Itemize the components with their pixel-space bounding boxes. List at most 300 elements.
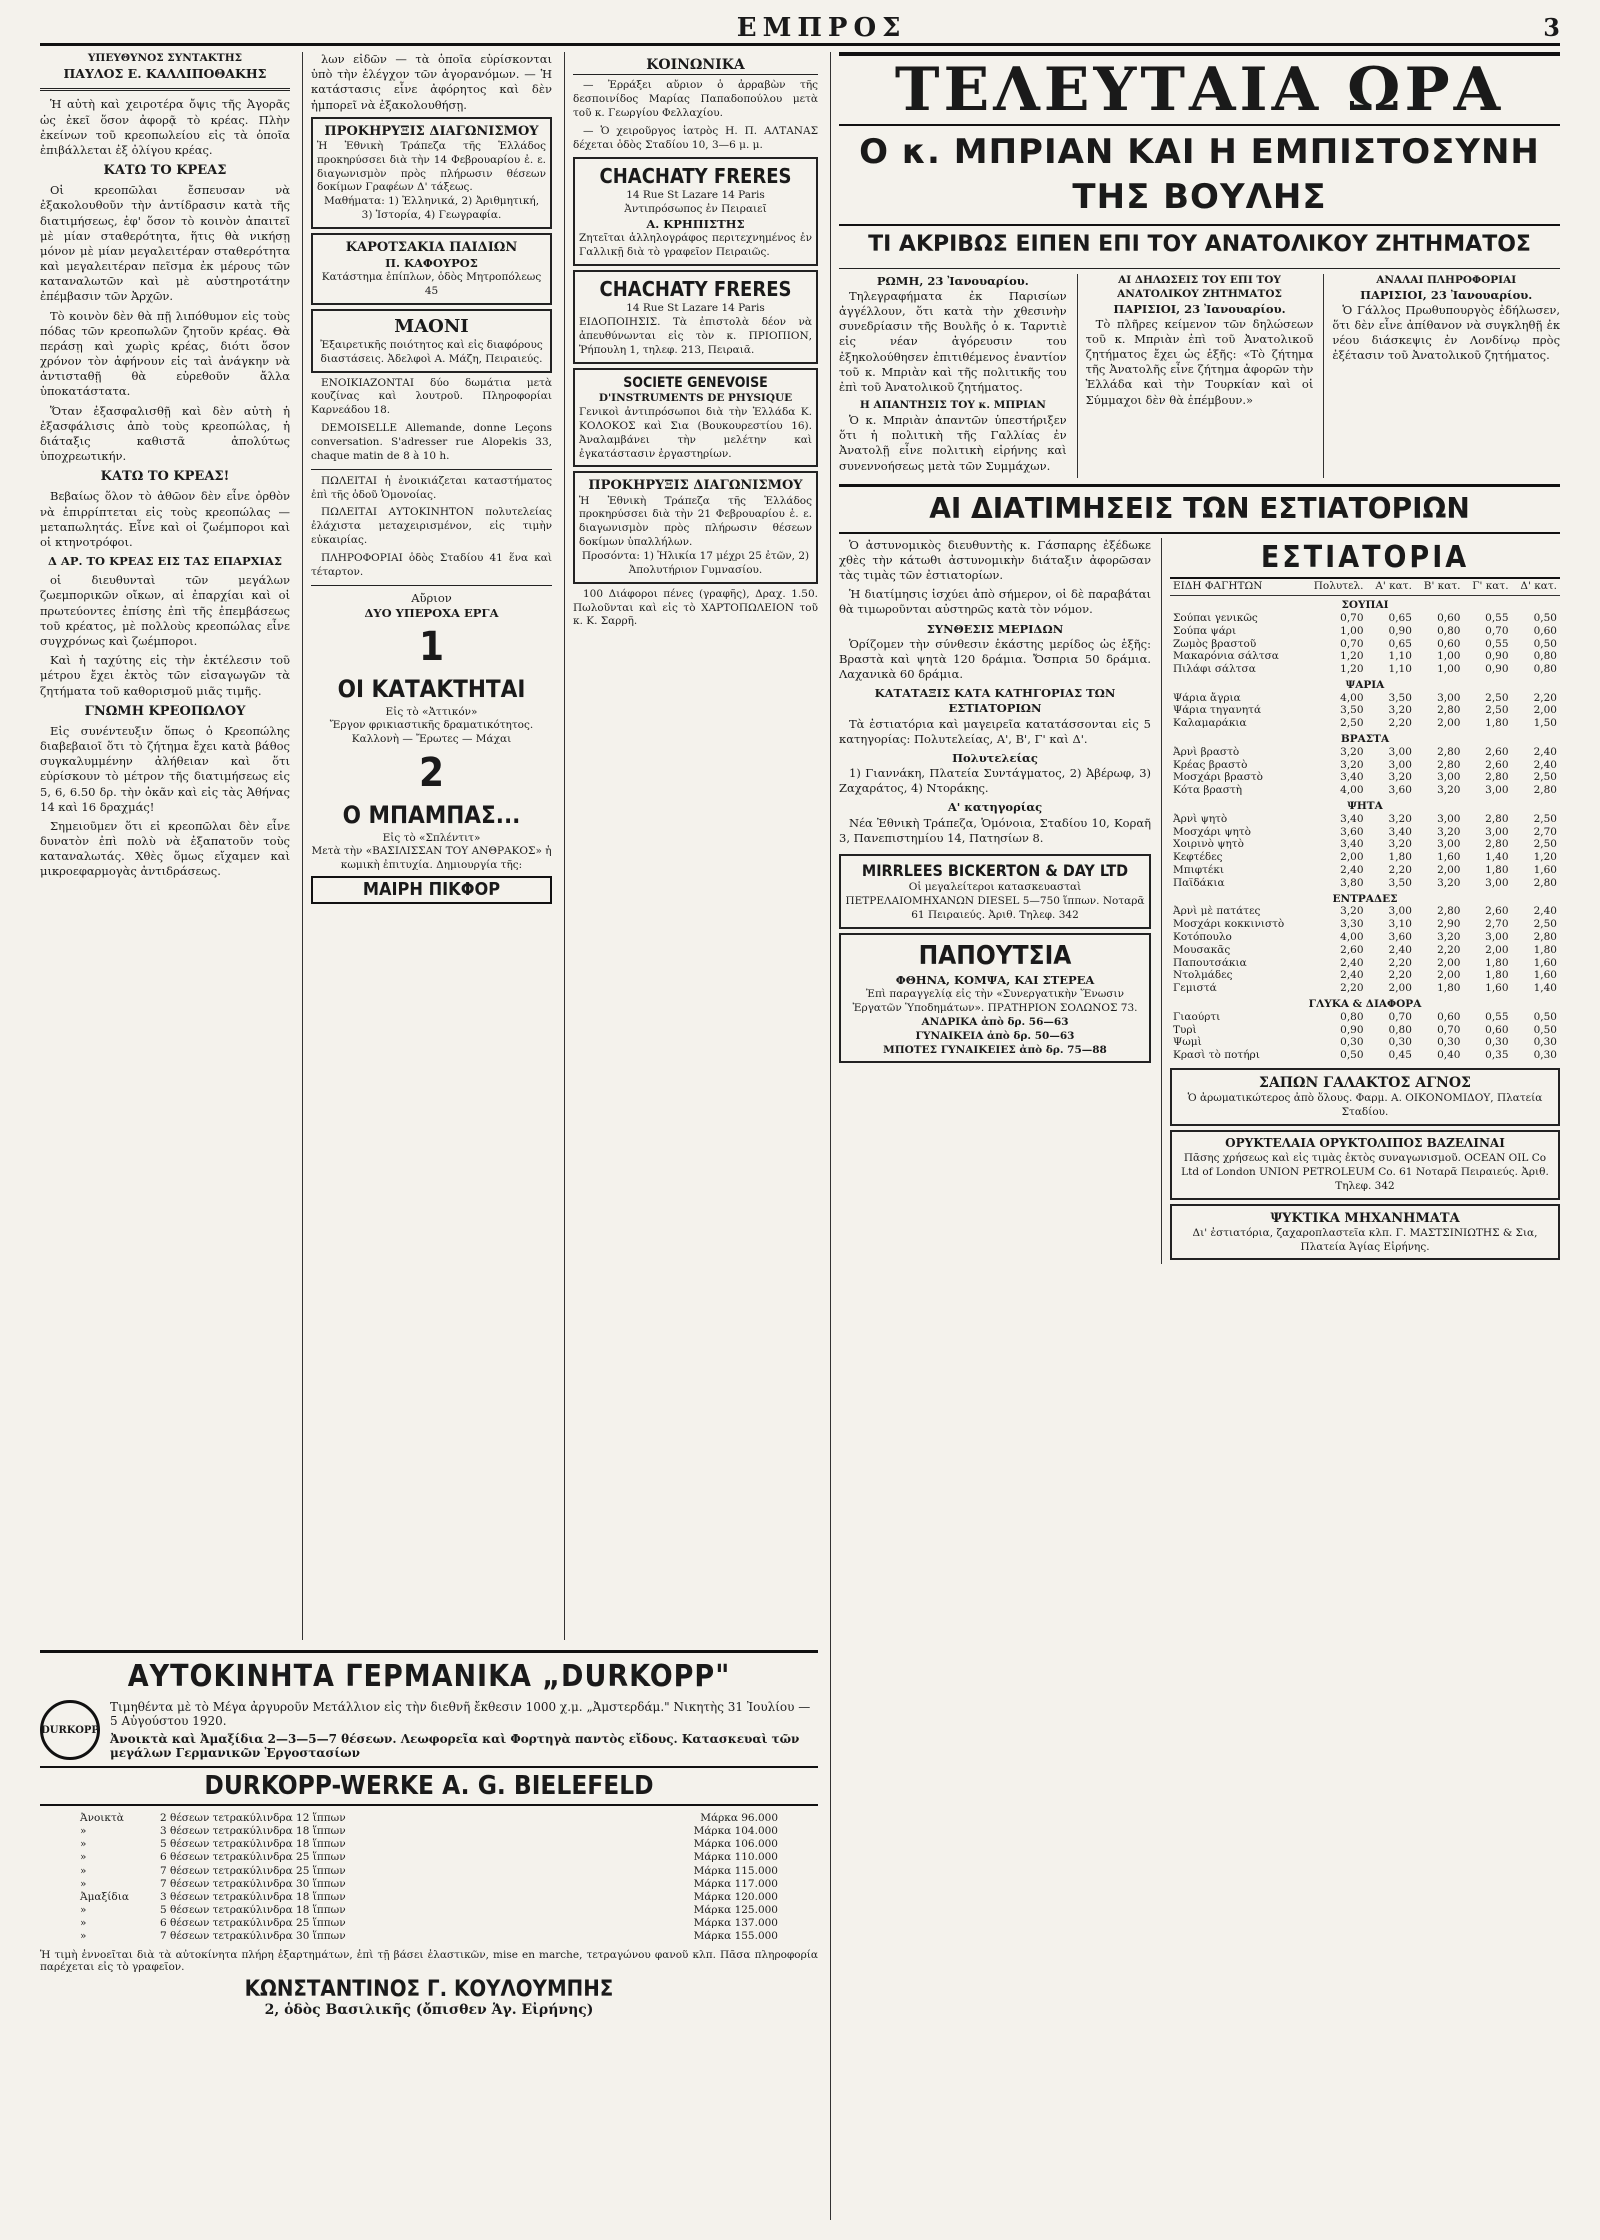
dish-name: Σούπαι γενικῶς [1173, 611, 1258, 624]
dish-price: 3,00 [1485, 784, 1509, 797]
dish-price: 0,70 [1437, 1023, 1461, 1036]
tender-title: ΠΡΟΚΗΡΥΞΙΣ ΔΙΑΓΩΝΙΣΜΟΥ [588, 478, 803, 494]
durkopp-model-list [80, 1812, 778, 1943]
dish-name: Παϊδάκια [1173, 876, 1225, 889]
price-column-header: Α' κατ. [1367, 579, 1415, 595]
dish-name: Σούπα ψάρι [1173, 624, 1237, 637]
dish-price: 3,40 [1340, 812, 1364, 825]
dish-price: 3,20 [1388, 771, 1412, 784]
dish-price: 2,80 [1437, 905, 1461, 918]
paragraph: Οἱ κρεοπῶλαι ἔσπευσαν νὰ ἐξακολουθοῦν τὴν ἀντίδρασιν κατὰ τῆς διατιμήσεως, ἐφ' ὅσον τὸ κοινὸν ἀπαιτεῖ μὲ μίαν σταθερότητα, ἥτις θὰ νικήσῃ μόνον μὲ μίαν μεγαλειτέραν σταθερότητα καὶ μεγαλειτέραν πεῖσμα ἐκ μέρους τῶν καταναλωτῶν καὶ μὲ αὐστηροτάτην ἐπέμβασιν τῶν Ἀρχῶν. [40, 183, 290, 304]
model-name: » [80, 1851, 87, 1864]
dish-price: 3,00 [1485, 825, 1509, 838]
paper-name: ΕΜΠΡΟΣ [736, 12, 907, 43]
dish-price: 0,40 [1437, 1049, 1461, 1062]
dish-price: 0,60 [1437, 1010, 1461, 1023]
price-row [1170, 969, 1560, 982]
play-venue: Εἰς τὸ «Ἀττικόν» [385, 705, 478, 718]
price-row [1170, 1049, 1560, 1062]
dish-price: 2,50 [1533, 812, 1557, 825]
model-name: » [80, 1864, 87, 1877]
price-row [1170, 877, 1560, 890]
classified: ΕΝΟΙΚΙΑΖΟΝΤΑΙ δύο δωμάτια μετὰ κουζίνας καὶ λουτροῦ. Πληροφορίαι Καρνεάδου 18. [311, 376, 552, 417]
subheading-kato-to-kreas: ΚΑΤΩ ΤΟ ΚΡΕΑΣ [103, 163, 227, 179]
dish-price: 2,40 [1340, 956, 1364, 969]
theatre-ad [311, 591, 552, 904]
price-category: ΓΛΥΚΑ & ΔΙΑΦΟΡΑ [1308, 998, 1422, 1011]
soap-ad [1170, 1068, 1560, 1126]
dish-price: 3,20 [1437, 825, 1461, 838]
tariff-paragraph: 1) Γιαννάκη, Πλατεία Συντάγματος, 2) Ἀβέρωφ, 3) Ζαχαράτος, 4) Ντοράκης. [839, 766, 1151, 796]
dish-price: 2,00 [1437, 969, 1461, 982]
dish-price: 3,20 [1388, 812, 1412, 825]
chachaty-title: CHACHATY FRERES [599, 163, 792, 188]
model-name: » [80, 1825, 87, 1838]
dish-price: 3,20 [1388, 838, 1412, 851]
dish-price: 2,80 [1485, 838, 1509, 851]
classified: ΠΩΛΕΙΤΑΙ ἡ ἐνοικιάζεται καταστήματος ἐπὶ τῆς ὁδοῦ Ὁμονοίας. [311, 474, 552, 501]
soap-body: Ὁ ἀρωματικώτερος ἀπὸ ὅλους. Φαρμ. Α. ΟΙΚΟΝΟΜΙΔΟΥ, Πλατεία Σταδίου. [1187, 1092, 1543, 1119]
price-column-header: Β' κατ. [1415, 579, 1464, 595]
dish-price: 0,30 [1533, 1049, 1557, 1062]
news-paragraph: Τὸ πλῆρες κείμενον τῶν δηλώσεων τοῦ κ. Μπριὰν ἐπὶ τοῦ Ἀνατολικοῦ ζητήματος ἔχει ὡς ἑξῆς: «Τὸ ζήτημα τῆς Ἀνατολῆς εἶνε ζήτημα ἀφορῶν τὴν Ἑλλάδα καὶ τὴν Τουρκίαν καὶ οἱ Σύμμαχοι δὲν θὰ ἐπέμβουν.» [1085, 316, 1314, 407]
dish-price: 3,20 [1340, 905, 1364, 918]
social-body: — Ἐρράξει αὔριον ὁ ἀρραβὼν τῆς δεσποινίδος Μαρίας Παπαδοπούλου μετὰ τοῦ κ. Γεωργίου Φελλαχίου. [573, 79, 818, 120]
shoes-body: Ἐπὶ παραγγελίᾳ εἰς τὴν «Συνεργατικὴν Ἕνωσιν Ἐργατῶν Ὑποδημάτων». ΠΡΑΤΗΡΙΟΝ ΣΟΛΩΝΟΣ 73. [852, 988, 1138, 1014]
dish-price: 3,00 [1388, 745, 1412, 758]
price-row [1170, 612, 1560, 625]
dish-price: 2,20 [1437, 943, 1461, 956]
paragraph: Βεβαίως ὅλον τὸ ἀθῶον δὲν εἶνε ὀρθὸν νὰ ἐπιρρίπτεται εἰς τοὺς κρεοπώλας — μεταπωλητάς. Εἶνε καὶ οἱ ζωέμποροι καὶ οἱ κτηνοτρόφοι. [40, 489, 290, 549]
price-row [1170, 625, 1560, 638]
price-category: ΨΗΤΑ [1347, 800, 1383, 813]
dish-price: 1,60 [1437, 851, 1461, 864]
shoes-subtitle: ΦΘΗΝΑ, ΚΟΜΨΑ, ΚΑΙ ΣΤΕΡΕΑ [895, 972, 1095, 987]
classified: ΠΛΗΡΟΦΟΡΙΑΙ ὁδὸς Σταδίου 41 ἕνα καὶ τέταρτον. [311, 551, 552, 578]
dish-price: 0,55 [1485, 637, 1509, 650]
dish-price: 1,80 [1533, 943, 1557, 956]
dish-name: Ζωμὸς βραστοῦ [1173, 637, 1257, 650]
model-name: » [80, 1838, 87, 1851]
dish-price: 1,60 [1533, 956, 1557, 969]
dish-price: 3,00 [1388, 905, 1412, 918]
dish-price: 1,80 [1485, 717, 1509, 730]
dish-price: 3,40 [1340, 838, 1364, 851]
chachaty-ad-2 [573, 270, 818, 364]
price-column-header: Γ' κατ. [1463, 579, 1511, 595]
model-price: Μάρκα 115.000 [693, 1864, 778, 1877]
price-row [1170, 957, 1560, 970]
tariff-subheading: ΚΑΤΑΤΑΞΙΣ ΚΑΤΑ ΚΑΤΗΓΟΡΙΑΣ ΤΩΝ ΕΣΤΙΑΤΟΡΙΩΝ [874, 686, 1116, 716]
secondary-headline: Ο κ. ΜΠΡΙΑΝ ΚΑΙ Η ΕΜΠΙΣΤΟΣΥΝΗ ΤΗΣ ΒΟΥΛΗΣ [839, 126, 1560, 226]
durkopp-note: Ἡ τιμὴ ἐννοεῖται διὰ τὰ αὐτοκίνητα πλήρη ἐξαρτημάτων, ἐπὶ τῇ βάσει ἐλαστικῶν, mise en marche, τετραγώνου φανοῦ κλπ. Πᾶσα πληροφορία παρέχεται εἰς τὸ γραφεῖον. [40, 1949, 818, 1974]
dish-price: 2,60 [1485, 758, 1509, 771]
chachaty-address: 14 Rue St Lazare 14 Paris [626, 302, 765, 315]
chachaty-agent: Α. ΚΡΗΠΙΣΤΗΣ [646, 216, 745, 231]
dish-price: 3,00 [1437, 812, 1461, 825]
paragraph: λων εἰδῶν — τὰ ὁποῖα εὑρίσκονται ὑπὸ τὴν ἐλέγχον τῶν ἀγορανόμων. — Ἡ κατάστασις εἶνε ἀφόρητος καὶ δὲν ἠμπορεῖ νὰ ἐξακολουθήσῃ. [311, 52, 552, 112]
play-star: ΜΑΙΡΗ ΠΙΚΦΟΡ [311, 876, 552, 904]
dish-price: 1,60 [1485, 982, 1509, 995]
dish-price: 2,00 [1437, 864, 1461, 877]
dish-price: 2,70 [1485, 918, 1509, 931]
doctors-notice: — Ὁ χειροῦργος ἰατρὸς Η. Π. ΑΛΤΑΝΑΣ δέχεται ὁδὸς Σταδίου 10, 3—6 μ. μ. [573, 125, 818, 151]
dish-price: 2,40 [1340, 864, 1364, 877]
editor-name: ΠΑΥΛΟΣ Ε. ΚΑΛΛΙΠΟΘΑΚΗΣ [63, 65, 267, 81]
societe-title: SOCIETE GENEVOISE [623, 374, 768, 391]
dish-price: 3,60 [1388, 931, 1412, 944]
dish-price: 0,60 [1437, 611, 1461, 624]
dish-price: 2,80 [1437, 704, 1461, 717]
dish-price: 1,80 [1388, 851, 1412, 864]
dish-price: 1,80 [1485, 864, 1509, 877]
dish-name: Τυρὶ [1173, 1023, 1197, 1036]
dish-price: 2,50 [1533, 771, 1557, 784]
price-row [1170, 692, 1560, 705]
shoes-title: ΠΑΠΟΥΤΣΙΑ [918, 940, 1072, 971]
paragraph: Σημειοῦμεν ὅτι εἰ κρεοπῶλαι δὲν εἶνε δυνατὸν ἐπὶ πολὺ νὰ ἐξαπατοῦν τοὺς καταναλωτάς. Χθὲς ὅμως εἴχαμεν καὶ μικροεφαρμογὰς ἀντιδράσεως. [40, 818, 290, 879]
tender-ad-2 [573, 471, 818, 583]
dateline: ΡΩΜΗ, 23 Ἰανουαρίου. [876, 273, 1029, 288]
tariff-paragraph: Ἡ διατίμησις ἰσχύει ἀπὸ σήμερον, οἱ δὲ παραβάται θὰ τιμωροῦνται αὐστηρῶς κατὰ τὸν νόμον. [839, 587, 1151, 617]
dish-price: 2,60 [1485, 745, 1509, 758]
tender-requirements: Προσόντα: 1) Ἡλικία 17 μέχρι 25 ἐτῶν, 2) Ἀπολυτήριον Γυμνασίου. [581, 549, 810, 576]
durkopp-model-row [80, 1825, 778, 1838]
dish-name: Ἀρνὶ βραστὸ [1173, 745, 1240, 758]
dish-price: 3,50 [1340, 704, 1364, 717]
tariff-paragraph: Νέα Ἐθνικὴ Τράπεζα, Ὁμόνοια, Σταδίου 10, Κοραῆ 3, Πανεπιστημίου 14, Πατησίων 8. [839, 815, 1151, 845]
dish-name: Γιαούρτι [1173, 1010, 1221, 1023]
dish-price: 1,60 [1533, 864, 1557, 877]
pram-seller: Π. ΚΑΦΟΥΡΟΣ [385, 256, 478, 271]
durkopp-model-row [80, 1904, 778, 1917]
price-row [1170, 851, 1560, 864]
column-2 [302, 52, 552, 1640]
dish-price: 1,20 [1340, 650, 1364, 663]
pens-ad: 100 Διάφοροι πένες (γραφῆς), Δραχ. 1.50. Πωλοῦνται καὶ εἰς τὸ ΧΑΡΤΟΠΩΛΕΙΟΝ τοῦ κ. Κ. Σαρρῆ. [573, 587, 818, 628]
dish-price: 2,80 [1485, 812, 1509, 825]
play-description: Μετὰ τὴν «ΒΑΣΙΛΙΣΣΑΝ ΤΟΥ ΑΝΘΡΑΚΟΣ» ἡ κωμικὴ ἐπιτυχία. Δημιουργία τῆς: [311, 845, 552, 872]
dish-price: 2,40 [1533, 745, 1557, 758]
dish-price: 1,40 [1485, 851, 1509, 864]
oil-body: Πᾶσης χρήσεως καὶ εἰς τιμὰς ἐκτὸς συναγωνισμοῦ. OCEAN OIL Co Ltd of London UNION PETROLEUM Co. 61 Νοταρᾶ Πειραιεύς. Ἀριθ. Τηλεφ. 342 [1181, 1152, 1549, 1192]
dish-price: 2,20 [1388, 969, 1412, 982]
chachaty-title: CHACHATY FRERES [599, 276, 792, 301]
dish-price: 2,00 [1485, 943, 1509, 956]
classified: DEMOISELLE Allemande, donne Leçons conversation. S'adresser rue Alopekis 33, chaque matin de 8 à 10 h. [311, 422, 552, 462]
price-row [1170, 650, 1560, 663]
dish-price: 0,60 [1533, 624, 1557, 637]
play-title: Ο ΜΠΑΜΠΑΣ... [342, 800, 521, 829]
societe-body: Γενικοὶ ἀντιπρόσωποι διὰ τὴν Ἑλλάδα Κ. ΚΟΛΟΚΟΣ καὶ Σια (Βουκουρεστίου 16). Ἀναλαμβάνει τὴν μελέτην καὶ ἐγκατάστασιν ἐργαστηρίων. [579, 405, 812, 460]
dish-price: 2,50 [1485, 691, 1509, 704]
dish-price: 2,50 [1485, 704, 1509, 717]
dish-price: 2,50 [1533, 918, 1557, 931]
chachaty-address: 14 Rue St Lazare 14 Paris [626, 189, 765, 202]
model-desc: 6 θέσεων τετρακύλινδρα 25 ἵππων [160, 1851, 346, 1864]
dish-price: 0,30 [1388, 1036, 1412, 1049]
dish-name: Κρέας βραστὸ [1173, 758, 1248, 771]
durkopp-factory: DURKOPP-WERKE A. G. BIELEFELD [40, 1766, 818, 1806]
shoes-price: ΜΠΟΤΕΣ ΓΥΝΑΙΚΕΙΕΣ ἀπὸ δρ. 75—88 [883, 1043, 1107, 1056]
tender-body: Ἡ Ἐθνικὴ Τράπεζα τῆς Ἑλλάδος προκηρύσσει διὰ τὴν 21 Φεβρουαρίου ἐ. ε. διαγωνισμὸν πρὸς πλήρωσιν θέσεων δοκίμων ὑπαλλήλων. [579, 494, 812, 549]
dish-price: 1,80 [1437, 982, 1461, 995]
shoes-price: ΑΝΔΡΙΚΑ ἀπὸ δρ. 56—63 [921, 1015, 1069, 1028]
dish-price: 0,45 [1388, 1049, 1412, 1062]
dish-name: Καλαμαράκια [1173, 717, 1247, 730]
model-desc: 5 θέσεων τετρακύλινδρα 18 ἵππων [160, 1838, 346, 1851]
tender-ad [311, 117, 552, 229]
dish-price: 4,00 [1340, 931, 1364, 944]
dish-price: 0,65 [1388, 611, 1412, 624]
dish-name: Κοτόπουλο [1173, 931, 1232, 944]
price-row [1170, 982, 1560, 995]
theatre-count: ΔΥΟ ΥΠΕΡΟΧΑ ΕΡΓΑ [364, 605, 499, 620]
right-section [830, 52, 1560, 2220]
dish-price: 0,80 [1340, 1010, 1364, 1023]
model-price: Μάρκα 96.000 [700, 1812, 778, 1824]
durkopp-model-row [80, 1891, 778, 1904]
societe-ad [573, 368, 818, 468]
tariff-paragraph: Τὰ ἐστιατόρια καὶ μαγειρεῖα κατατάσσονται εἰς 5 κατηγορίας: Πολυτελείας, Α', Β', Γ' καὶ Δ'. [839, 716, 1151, 746]
dish-name: Ἀρνὶ ψητὸ [1173, 812, 1228, 825]
dish-price: 0,70 [1485, 624, 1509, 637]
dish-price: 3,00 [1437, 771, 1461, 784]
dish-price: 2,20 [1340, 982, 1364, 995]
price-column-header: Δ' κατ. [1512, 579, 1560, 595]
societe-subtitle: D'INSTRUMENTS DE PHYSIQUE [598, 392, 793, 405]
main-headline: ΤΕΛΕΥΤΑΙΑ ΩΡΑ [839, 52, 1560, 126]
tariff-paragraph: Ὁ ἀστυνομικὸς διευθυντὴς κ. Γάσπαρης ἐξέδωκε χθὲς τὴν κάτωθι ἀστυνομικὴν διάταξιν ἀφορῶσαν τὰς τιμὰς τῶν ἐστιατορίων. [839, 537, 1151, 582]
price-row [1170, 1011, 1560, 1024]
mirrlees-body: Οἱ μεγαλείτεροι κατασκευασταὶ ΠΕΤΡΕΛΑΙΟΜΗΧΑΝΩΝ DIESEL 5—750 ἵππων. Νοταρᾶ 61 Πειραιεύς. Ἀριθ. Τηλεφ. 342 [845, 881, 1145, 921]
dish-price: 3,20 [1340, 745, 1364, 758]
model-price: Μάρκα 125.000 [693, 1903, 778, 1916]
dish-price: 2,80 [1533, 784, 1557, 797]
model-desc: 7 θέσεων τετρακύλινδρα 30 ἵππων [160, 1877, 346, 1890]
durkopp-types: Ἀνοικτὰ καὶ Ἀμαξίδια 2—3—5—7 θέσεων. Λεωφορεῖα καὶ Φορτηγὰ παντὸς εἴδους. Κατασκευαὶ τῶν μεγάλων Γερμανικῶν Ἐργοστασίων [110, 1732, 800, 1760]
paragraph: Καὶ ἡ ταχύτης εἰς τὴν ἐκτέλεσιν τοῦ μέτρου ἔχει ἐκτὸς τῶν εἰσαγωγῶν τὰ ζητήματα τοῦ καθορισμοῦ μιᾶς τιμῆς. [40, 653, 290, 698]
tariff-subheading: ΣΥΝΘΕΣΙΣ ΜΕΡΙΔΩΝ [926, 621, 1064, 636]
dish-price: 3,20 [1437, 931, 1461, 944]
dish-name: Μουσακᾶς [1173, 943, 1231, 956]
news-subheading: ΑΝΑΛΑΙ ΠΛΗΡΟΦΟΡΙΑΙ [1376, 273, 1517, 286]
tender-body: Ἡ Ἐθνικὴ Τράπεζα τῆς Ἑλλάδος προκηρύσσει διὰ τὴν 14 Φεβρουαρίου ἐ. ε. διαγωνισμὸν πρὸς πλήρωσιν θέσεων δοκίμων Γραφέων Δ' τάξεως. [317, 139, 546, 194]
durkopp-ad [40, 1650, 818, 2220]
price-row [1170, 864, 1560, 877]
model-desc: 5 θέσεων τετρακύλινδρα 18 ἵππων [160, 1903, 346, 1916]
model-name: » [80, 1917, 87, 1929]
model-price: Μάρκα 120.000 [693, 1890, 778, 1903]
dish-price: 0,35 [1485, 1049, 1509, 1062]
model-name: Ἀνοικτὰ [80, 1812, 124, 1824]
dish-price: 0,30 [1340, 1036, 1364, 1049]
dish-price: 3,20 [1437, 876, 1461, 889]
classified: ΠΩΛΕΙΤΑΙ ΑΥΤΟΚΙΝΗΤΟΝ πολυτελείας ἐλάχιστα μεταχειρισμένον, εἰς τιμὴν εὐκαιρίας. [311, 506, 552, 547]
dish-price: 0,30 [1437, 1036, 1461, 1049]
dish-name: Κρασὶ τὸ ποτήρι [1173, 1049, 1260, 1062]
news-subheading: Η ΑΠΑΝΤΗΣΙΣ ΤΟΥ κ. ΜΠΡΙΑΝ [859, 399, 1046, 412]
dateline: ΠΑΡΙΣΙΟΙ, 23 Ἰανουαρίου. [1113, 301, 1286, 316]
dish-price: 2,20 [1388, 717, 1412, 730]
tariff-headline: ΑΙ ΔΙΑΤΙΜΗΣΕΙΣ ΤΩΝ ΕΣΤΙΑΤΟΡΙΩΝ [839, 484, 1560, 534]
dish-price: 2,80 [1533, 876, 1557, 889]
price-row [1170, 771, 1560, 784]
page-number: 3 [1543, 13, 1560, 42]
dish-name: Μπιφτέκι [1173, 864, 1225, 877]
price-row [1170, 746, 1560, 759]
dish-price: 3,20 [1437, 784, 1461, 797]
pram-ad [311, 233, 552, 305]
intro-paragraph: Ἡ αὐτὴ καὶ χειροτέρα ὄψις τῆς Ἀγορᾶς ὡς ἐκεῖ ὅσον ἀφορᾷ τὸ κρέας. Πλὴν ἐκείνων τοῦ κρεοπωλείου εἰς τὰ ὁποῖα ἐπιβάλλεται ἐξ ὀλίγου κρέας. [40, 97, 290, 157]
dish-name: Μοσχάρι βραστὸ [1173, 771, 1263, 784]
dish-price: 0,60 [1485, 1023, 1509, 1036]
news-columns [839, 274, 1560, 478]
tender-subjects: Μαθήματα: 1) Ἑλληνικά, 2) Ἀριθμητική, 3) Ἱστορία, 4) Γεωγραφία. [323, 195, 540, 222]
model-desc: 3 θέσεων τετρακύλινδρα 18 ἵππων [160, 1825, 346, 1838]
durkopp-headline: ΑΥΤΟΚΙΝΗΤΑ ΓΕΡΜΑΝΙΚΑ „DURKOPP" [127, 1659, 731, 1694]
pram-title: ΚΑΡΟΤΣΑΚΙΑ ΠΑΙΔΙΩΝ [345, 240, 518, 255]
chachaty-ad-1 [573, 157, 818, 266]
refrigeration-title: ΨΥΚΤΙΚΑ ΜΗΧΑΝΗΜΑΤΑ [1270, 1210, 1460, 1226]
model-desc: 6 θέσεων τετρακύλινδρα 25 ἵππων [160, 1917, 346, 1929]
dish-price: 2,40 [1340, 969, 1364, 982]
dish-price: 2,20 [1388, 956, 1412, 969]
dish-price: 2,00 [1437, 956, 1461, 969]
dish-price: 1,00 [1437, 663, 1461, 676]
dish-price: 2,60 [1340, 943, 1364, 956]
chachaty-rep: Ἀντιπρόσωπος ἐν Πειραιεῖ [624, 203, 767, 216]
dish-price: 2,00 [1388, 982, 1412, 995]
dish-price: 4,00 [1340, 784, 1364, 797]
dish-price: 3,40 [1340, 771, 1364, 784]
dish-price: 4,00 [1340, 691, 1364, 704]
column-3 [564, 52, 818, 1640]
maoni-body: Ἐξαιρετικῆς ποιότητος καὶ εἰς διαφόρους διαστάσεις. Ἀδελφοὶ Α. Μάζη, Πειραιεύς. [320, 338, 543, 365]
dish-price: 1,60 [1533, 969, 1557, 982]
dish-name: Ψάρια ἄγρια [1173, 691, 1241, 704]
model-price: Μάρκα 106.000 [693, 1838, 778, 1851]
price-column-header: Πολυτελ. [1303, 579, 1366, 595]
model-desc: 7 θέσεων τετρακύλινδρα 30 ἵππων [160, 1930, 346, 1943]
dish-price: 2,90 [1437, 918, 1461, 931]
dish-price: 3,00 [1388, 758, 1412, 771]
dish-price: 1,20 [1533, 851, 1557, 864]
model-name: » [80, 1930, 87, 1943]
model-price: Μάρκα 137.000 [693, 1917, 778, 1929]
dish-price: 3,30 [1340, 918, 1364, 931]
mirrlees-ad [839, 854, 1151, 929]
model-desc: 3 θέσεων τετρακύλινδρα 18 ἵππων [160, 1890, 346, 1903]
play-title: ΟΙ ΚΑΤΑΚΤΗΤΑΙ [337, 674, 526, 703]
durkopp-agent: ΚΩΝΣΤΑΝΤΙΝΟΣ Γ. ΚΟΥΛΟΥΜΠΗΣ [244, 1977, 614, 2003]
model-name: Ἀμαξίδια [80, 1890, 129, 1903]
dish-price: 1,10 [1388, 650, 1412, 663]
dish-name: Χοιρινὸ ψητὸ [1173, 838, 1244, 851]
shoes-ad [839, 933, 1151, 1064]
dish-price: 2,40 [1533, 905, 1557, 918]
paragraph: Εἰς συνέντευξιν ὅπως ὁ Κρεοπώλης διαβεβαιοῖ ὅτι τὸ ζήτημα ἔχει κατὰ βάθος συγκαλυμμένην ἀλήθειαν καὶ ὅτι εὑρίσκουν τὸ μέτρον τῆς διατιμήσεως εἰς 5, 6, 6.50 δρ. τὴν ὀκᾶν καὶ εἰς τὰς Ἀθήνας 14 καὶ 16 δραχμάς! [40, 723, 290, 814]
shoes-price: ΓΥΝΑΙΚΕΙΑ ἀπὸ δρ. 50—63 [915, 1029, 1075, 1042]
play-venue: Εἰς τὸ «Σπλέντιτ» [382, 831, 481, 844]
price-row [1170, 918, 1560, 931]
dish-price: 0,90 [1485, 650, 1509, 663]
maoni-title: ΜΑΟΝΙ [394, 316, 469, 338]
dish-price: 1,10 [1388, 663, 1412, 676]
dateline: ΠΑΡΙΣΙΟΙ, 23 Ἰανουαρίου. [1360, 287, 1533, 302]
tariff-subheading: Α' κατηγορίας [947, 800, 1043, 815]
refrigeration-ad [1170, 1204, 1560, 1261]
dish-price: 0,80 [1533, 663, 1557, 676]
dish-price: 0,80 [1437, 624, 1461, 637]
dish-price: 2,80 [1437, 758, 1461, 771]
price-row [1170, 838, 1560, 851]
dish-price: 2,80 [1485, 771, 1509, 784]
dish-price: 0,90 [1340, 1023, 1364, 1036]
dish-name: Παπουτσάκια [1173, 956, 1247, 969]
dish-price: 2,40 [1388, 943, 1412, 956]
durkopp-model-row [80, 1812, 778, 1825]
editor-label: ΥΠΕΥΘΥΝΟΣ ΣΥΝΤΑΚΤΗΣ [87, 52, 243, 64]
price-table-title: ΕΣΤΙΑΤΟΡΙΑ [1170, 538, 1560, 580]
dish-price: 2,00 [1437, 717, 1461, 730]
dish-name: Μοσχάρι κοκκινιστὸ [1173, 918, 1285, 931]
dish-price: 3,80 [1340, 876, 1364, 889]
dish-price: 0,55 [1485, 1010, 1509, 1023]
dish-price: 2,60 [1485, 905, 1509, 918]
dish-price: 0,90 [1485, 663, 1509, 676]
dish-price: 3,50 [1388, 876, 1412, 889]
dish-name: Ψωμὶ [1173, 1036, 1202, 1049]
durkopp-model-row [80, 1917, 778, 1930]
dish-name: Μοσχάρι ψητὸ [1173, 825, 1251, 838]
price-row [1170, 1036, 1560, 1049]
oil-title: ΟΡΥΚΤΕΛΑΙΑ ΟΡΥΚΤΟΛΙΠΟΣ ΒΑΖΕΛΙΝΑΙ [1225, 1136, 1505, 1151]
price-category: ΒΡΑΣΤΑ [1340, 733, 1390, 746]
dish-price: 0,50 [1340, 1049, 1364, 1062]
dish-name: Ψάρια τηγανητά [1173, 704, 1262, 717]
durkopp-address: 2, ὁδὸς Βασιλικῆς (ὄπισθεν Ἁγ. Εἰρήνης) [264, 2002, 594, 2019]
dish-price: 1,40 [1533, 982, 1557, 995]
model-name: » [80, 1903, 87, 1916]
dish-price: 1,20 [1340, 663, 1364, 676]
dish-price: 0,30 [1533, 1036, 1557, 1049]
social-title: ΚΟΙΝΩΝΙΚΑ [573, 56, 818, 75]
dish-price: 0,50 [1533, 611, 1557, 624]
dish-price: 2,00 [1533, 704, 1557, 717]
price-row [1170, 826, 1560, 839]
dish-price: 1,00 [1437, 650, 1461, 663]
chachaty-body: ΕΙΔΟΠΟΙΗΣΙΣ. Τὰ ἐπιστολὰ δέον νὰ ἀπευθύνωνται εἰς τὸν κ. ΠΡΙΟΠΙΟΝ, Ῥήπουλη 1, τηλεφ. 213, Πειραιᾶ. [579, 316, 812, 356]
dish-price: 2,20 [1533, 691, 1557, 704]
masthead-strip [40, 12, 1560, 46]
soap-title: ΣΑΠΩΝ ΓΑΛΑΚΤΟΣ ΑΓΝΟΣ [1259, 1075, 1471, 1091]
price-row [1170, 717, 1560, 730]
chachaty-body: Ζητεῖται ἀλληλογράφος περιτεχνημένος ἐν Γαλλικῇ διὰ τὸ γραφεῖον Πειραιῶς. [579, 232, 812, 258]
play-number: 2 [418, 750, 445, 797]
refrigeration-body: Δι' ἐστιατόρια, ζαχαροπλαστεῖα κλπ. Γ. ΜΑΣΤΣΙΝΙΩΤΗΣ & Σια, Πλατεία Ἁγίας Εἰρήνης. [1192, 1226, 1538, 1253]
price-row [1170, 704, 1560, 717]
price-category: ΨΑΡΙΑ [1345, 678, 1385, 691]
price-row [1170, 663, 1560, 676]
dish-price: 0,30 [1485, 1036, 1509, 1049]
dish-price: 3,20 [1388, 704, 1412, 717]
durkopp-award: Τιμηθέντα μὲ τὸ Μέγα ἀργυροῦν Μετάλλιον εἰς τὴν διεθνῆ ἔκθεσιν 1000 χ.μ. „Ἀμστερδάμ." Νικητὴς 31 Ἰουλίου — 5 Αὐγούστου 1920. [110, 1700, 811, 1728]
dish-price: 2,70 [1533, 825, 1557, 838]
dish-price: 3,20 [1340, 758, 1364, 771]
durkopp-model-row [80, 1865, 778, 1878]
model-price: Μάρκα 155.000 [693, 1930, 778, 1943]
